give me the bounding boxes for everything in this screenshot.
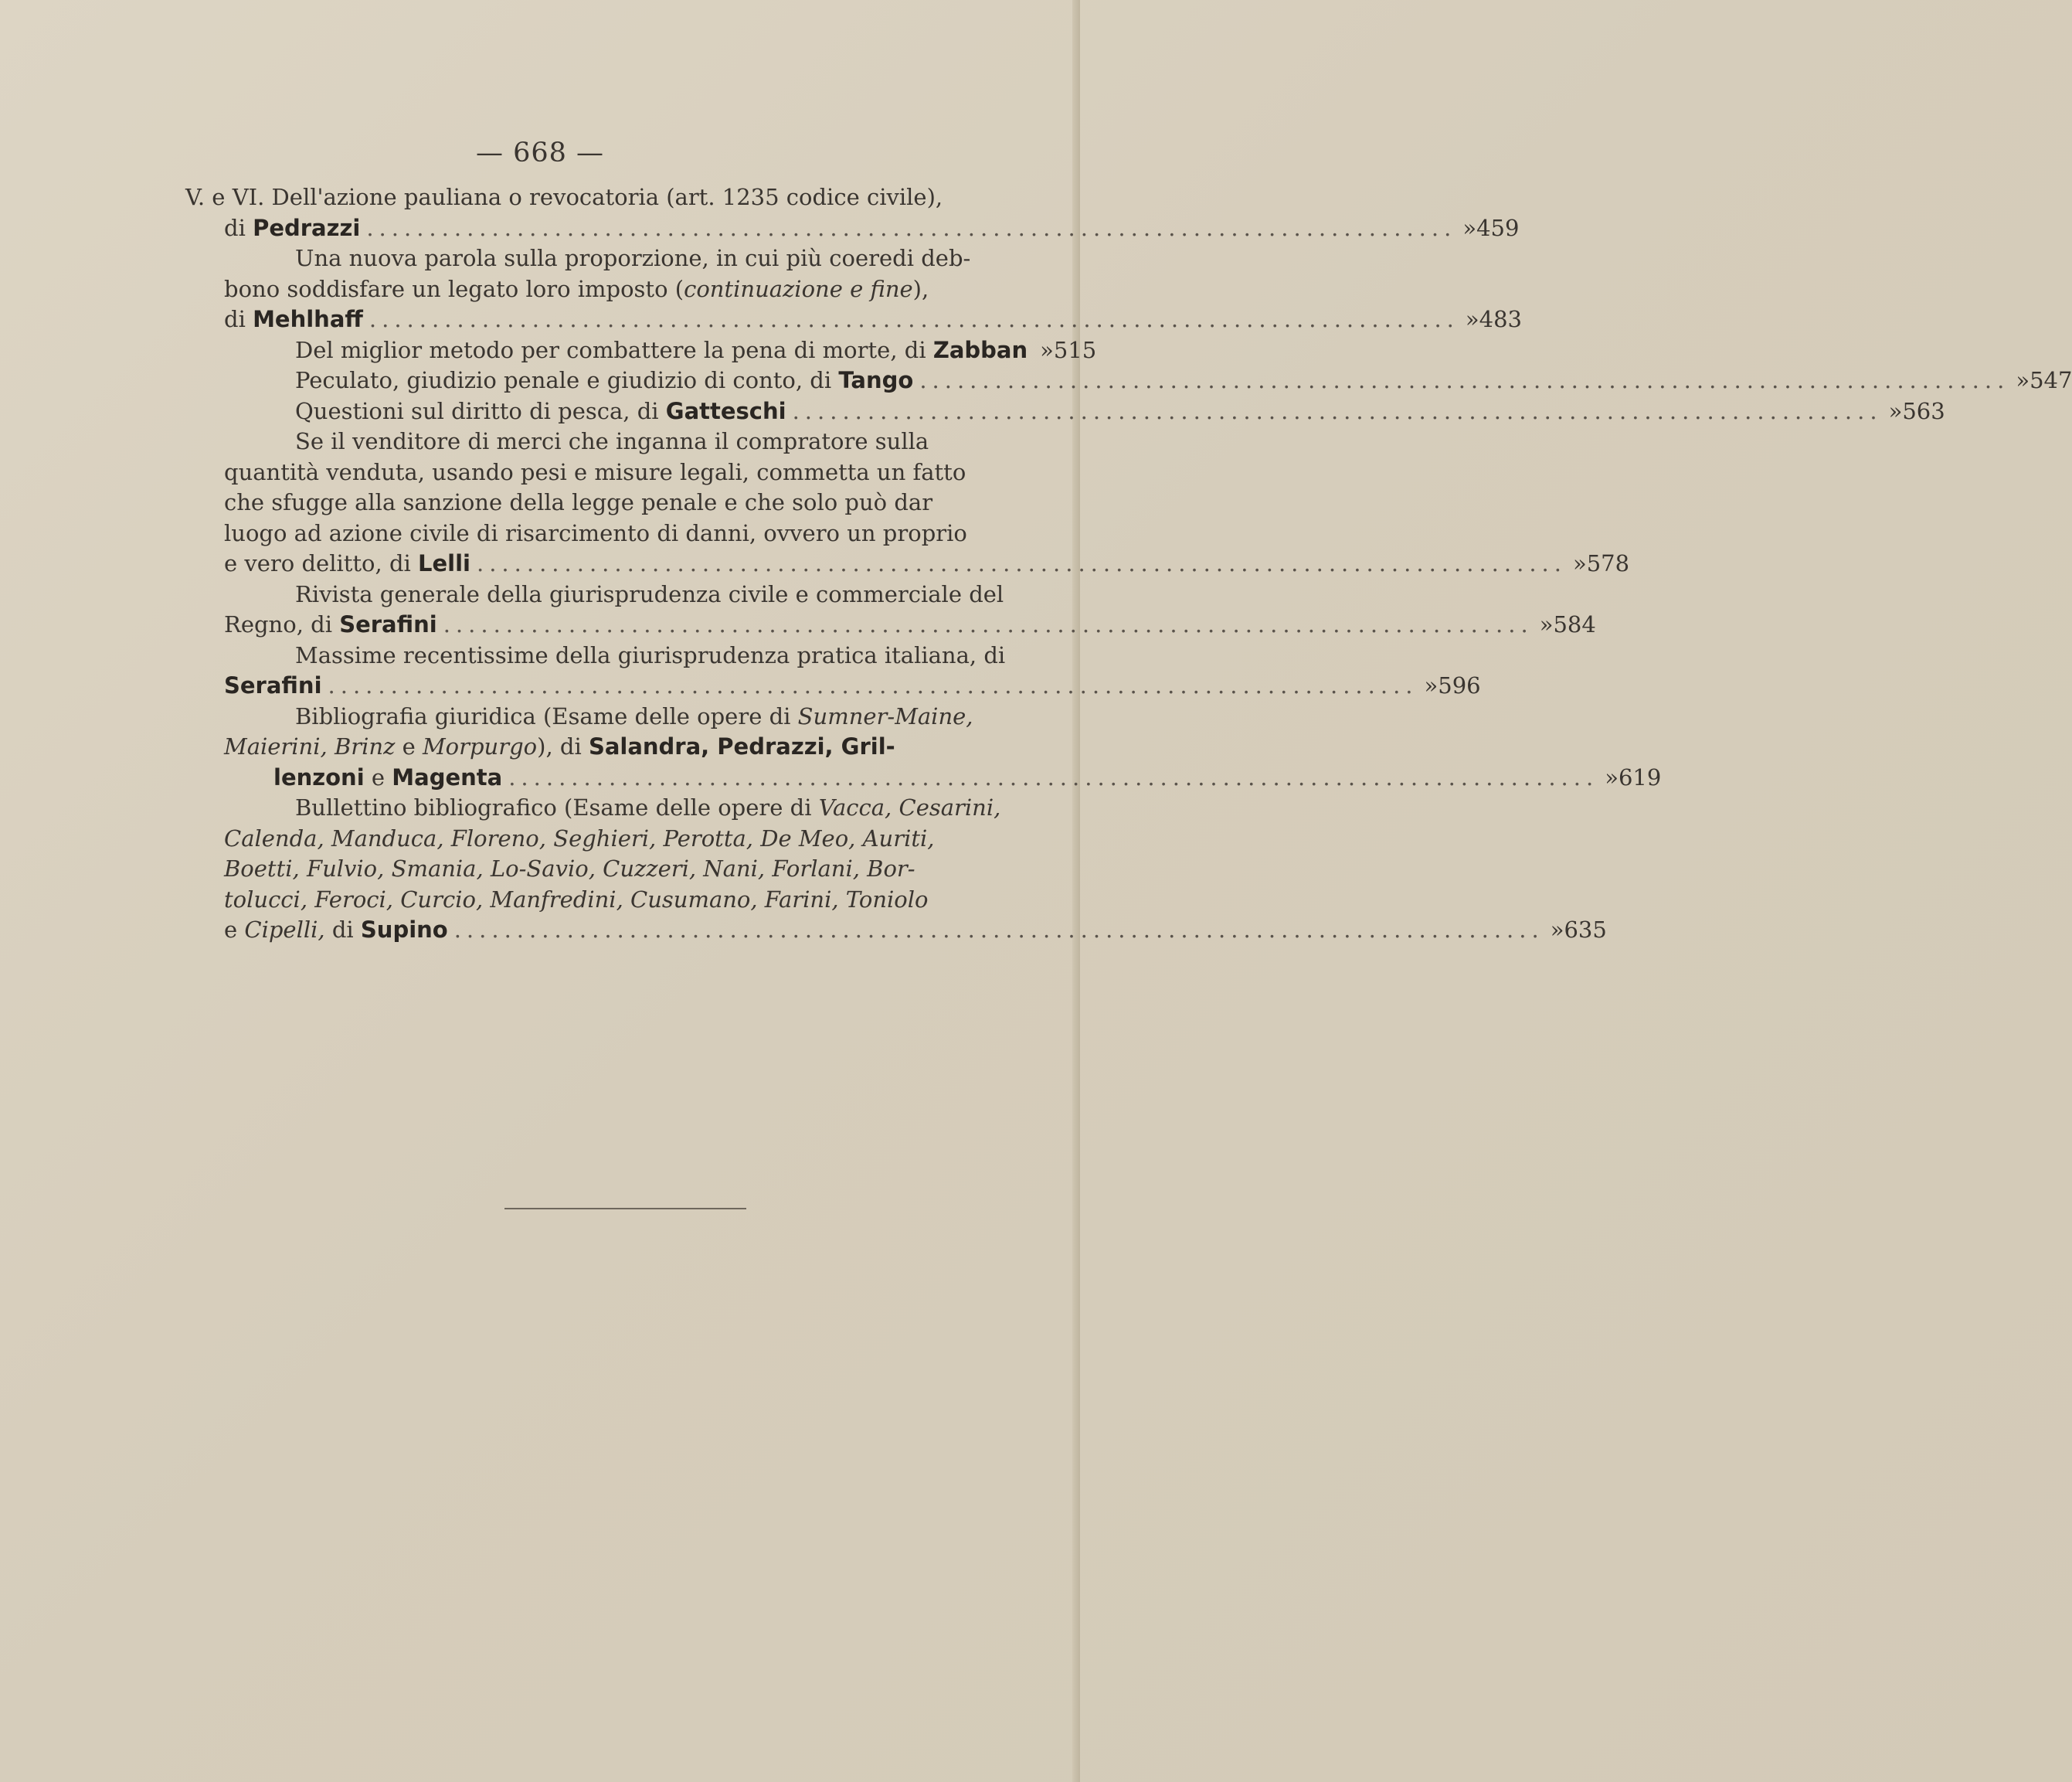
page-ref-mark: »	[1040, 336, 1054, 363]
entry-author: Tango	[838, 367, 914, 393]
entry-title: e	[402, 733, 416, 760]
entry-author: Mehlhaff	[253, 306, 363, 332]
entry-lead: V. e VI.	[185, 184, 265, 210]
entry-title: ),	[912, 275, 929, 302]
entry-title: Bullettino bibliografico (Esame delle opere di	[295, 794, 812, 821]
entry-title: e	[224, 917, 238, 943]
page-ref-mark: »	[1572, 550, 1587, 576]
toc-entry-1-line-1	[185, 182, 1012, 213]
toc-entry-4	[224, 366, 2072, 396]
end-rule	[504, 1208, 746, 1209]
dot-leaders: .......................................................................................	[792, 397, 1883, 424]
toc-entry-3	[224, 335, 1097, 366]
toc-entry-9-line-3	[224, 763, 1662, 794]
entry-title: e vero delitto, di	[224, 550, 411, 576]
toc-entry-8-line-2	[224, 671, 1481, 702]
entry-title: Questioni sul diritto di pesca, di	[295, 397, 659, 424]
entry-title: Dell'azione pauliana o revocatoria (art. 1235 codice civile),	[271, 184, 943, 210]
entry-author: Lelli	[418, 550, 470, 576]
entry-author: Supino	[360, 917, 448, 943]
entry-title: bono soddisfare un legato loro imposto (	[224, 275, 684, 302]
entry-title-italic: Morpurgo	[422, 733, 538, 760]
entry-title: Regno, di	[224, 611, 332, 638]
page-ref-mark: »	[1462, 214, 1477, 241]
dot-leaders: .......................................................................................	[919, 367, 2010, 393]
dot-leaders: .......................................................................................	[453, 917, 1544, 943]
entry-title: Del miglior metodo per combattere la pena di morte, di	[295, 336, 926, 363]
entry-author: Serafini	[339, 611, 437, 638]
toc-entry-10-line-2	[224, 824, 1012, 855]
page-edge	[1072, 0, 1080, 1782]
toc-entry-6-line-3	[224, 488, 1012, 519]
entry-title: Peculato, giudizio penale e giudizio di conto, di	[295, 367, 832, 393]
page-number: — 668 —	[475, 138, 605, 168]
entry-by: di	[331, 917, 354, 943]
toc-entry-2-line-2	[224, 274, 1012, 305]
page-ref: 596	[1438, 672, 1481, 699]
entry-title: quantità venduta, usando pesi e misure legali, commetta un fatto	[224, 458, 966, 485]
toc-entry-10-line-1	[224, 793, 1012, 824]
entry-title-italic: Cipelli,	[244, 917, 325, 943]
entry-title: Una nuova parola sulla proporzione, in cui più coeredi deb-	[295, 245, 971, 271]
dot-leaders: .......................................................................................	[366, 214, 1457, 241]
entry-title: e	[371, 763, 386, 791]
table-of-contents	[185, 182, 2072, 946]
page-ref: 515	[1053, 336, 1097, 363]
page-ref-mark: »	[1539, 611, 1554, 638]
page-ref: 635	[1564, 917, 1607, 943]
page-ref: 483	[1479, 306, 1522, 332]
entry-title-italic: Maierini, Brinz	[224, 733, 396, 760]
toc-entry-10-line-3	[224, 854, 1012, 885]
dot-leaders: .......................................................................................	[508, 763, 1599, 791]
page-ref: 619	[1618, 763, 1662, 791]
page-ref-mark: »	[1605, 763, 1619, 791]
toc-entry-9-line-1	[224, 702, 1012, 733]
entry-title: luogo ad azione civile di risarcimento di danni, ovvero un proprio	[224, 519, 967, 546]
entry-title-italic: Sumner-Maine,	[797, 702, 973, 729]
toc-entry-8-line-1	[224, 641, 1012, 672]
entry-title-italic: tolucci, Feroci, Curcio, Manfredini, Cusumano, Farini, Toniolo	[224, 886, 929, 913]
dot-leaders: .......................................................................................	[443, 611, 1534, 638]
entry-title-italic: continuazione e fine	[684, 275, 913, 302]
entry-authors: Salandra, Pedrazzi, Gril-	[588, 733, 895, 760]
page-ref-mark: »	[1465, 306, 1479, 332]
page-ref-mark: »	[1424, 672, 1439, 699]
entry-author: Gatteschi	[665, 397, 786, 424]
toc-entry-5	[224, 396, 1945, 427]
entry-author: Pedrazzi	[253, 214, 361, 241]
entry-by: di	[224, 306, 246, 332]
toc-entry-10-line-5	[224, 915, 1607, 946]
toc-entry-6-line-4	[224, 519, 1012, 549]
entry-title: che sfugge alla sanzione della legge penale e che solo può dar	[224, 489, 933, 515]
dot-leaders: .......................................................................................	[476, 550, 1567, 576]
toc-entry-6-line-1	[224, 427, 1012, 457]
entry-author: Magenta	[392, 763, 503, 791]
entry-title-italic: Boetti, Fulvio, Smania, Lo-Savio, Cuzzeri, Nani, Forlani, Bor-	[224, 855, 915, 882]
toc-entry-2-line-3	[224, 304, 1522, 335]
toc-entry-7-line-2	[224, 610, 1596, 641]
toc-entry-1-line-2	[224, 213, 1520, 244]
page-ref: 563	[1902, 397, 1945, 424]
page-ref: 459	[1476, 214, 1520, 241]
dot-leaders: .......................................................................................	[328, 672, 1418, 699]
toc-entry-6-line-2	[224, 457, 1012, 488]
toc-entry-2-line-1	[224, 243, 1012, 274]
page-ref-mark: »	[2016, 367, 2030, 393]
toc-entry-10-line-4	[224, 885, 1012, 916]
entry-author: lenzoni	[273, 763, 365, 791]
entry-title-italic: Calenda, Manduca, Floreno, Seghieri, Perotta, De Meo, Auriti,	[224, 825, 935, 852]
entry-title: Bibliografia giuridica (Esame delle opere di	[295, 702, 791, 729]
page-ref: 547	[2030, 367, 2072, 393]
page-ref-mark: »	[1550, 917, 1564, 943]
entry-author: Serafini	[224, 672, 322, 699]
toc-entry-7-line-1	[224, 580, 1012, 610]
entry-title-italic: Vacca, Cesarini,	[818, 794, 1001, 821]
toc-entry-9-line-2	[224, 732, 1012, 763]
entry-title: Rivista generale della giurisprudenza civile e commerciale del	[295, 580, 1004, 607]
entry-by: di	[224, 214, 246, 241]
entry-title: ), di	[537, 733, 582, 760]
page-ref: 584	[1553, 611, 1596, 638]
dot-leaders: .......................................................................................	[369, 306, 1459, 332]
entry-title: Se il venditore di merci che inganna il compratore sulla	[295, 428, 929, 454]
page-ref: 578	[1586, 550, 1630, 576]
toc-entry-6-line-5	[224, 549, 1630, 580]
page-ref-mark: »	[1888, 397, 1903, 424]
entry-author: Zabban	[932, 336, 1028, 363]
entry-title: Massime recentissime della giurisprudenza pratica italiana, di	[295, 641, 1006, 668]
